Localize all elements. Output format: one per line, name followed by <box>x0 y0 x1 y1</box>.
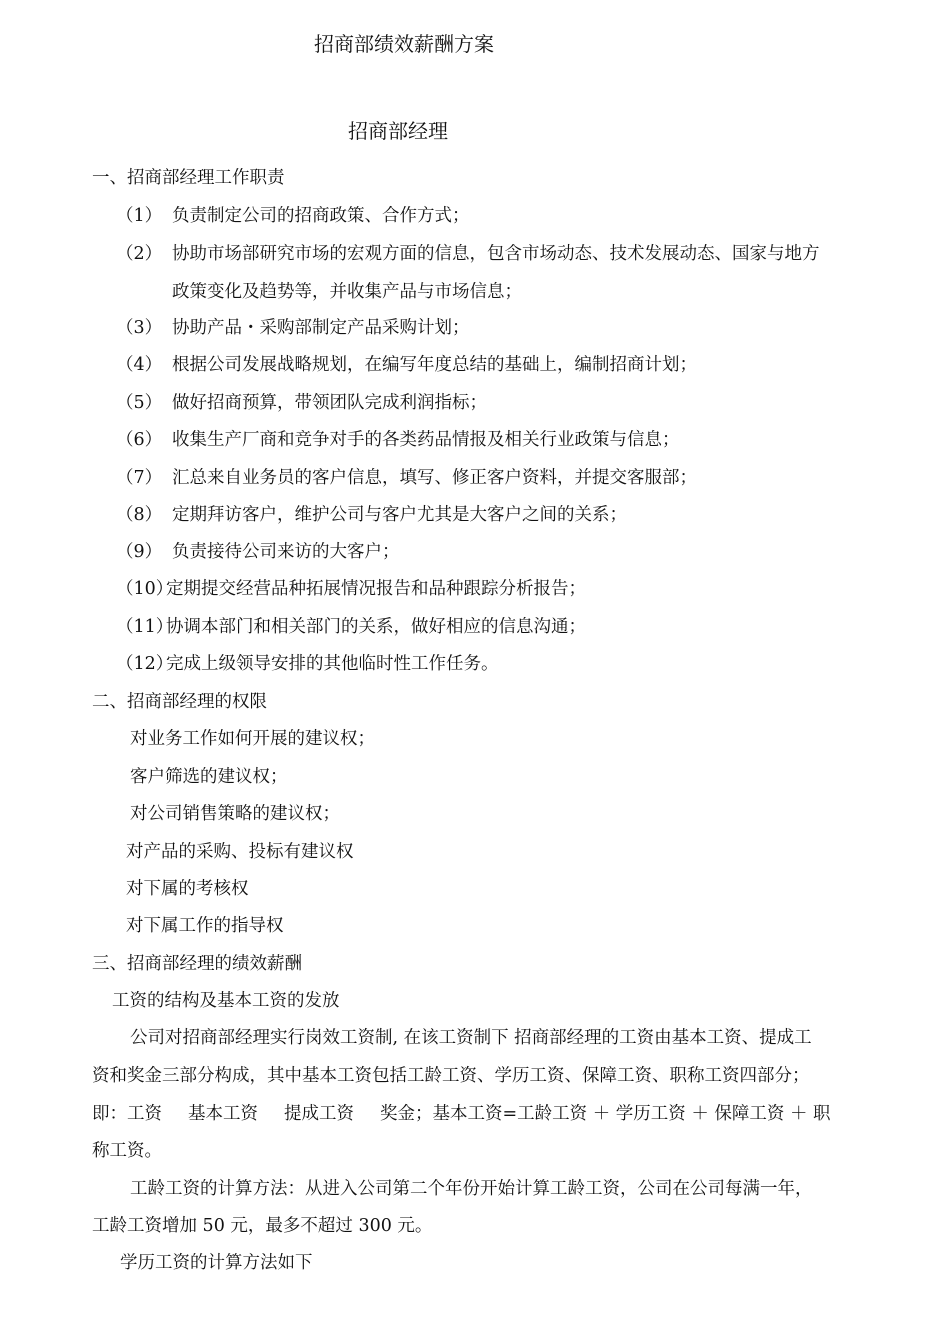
duty-text: 收集生产厂商和竞争对手的各类药品情报及相关行业政策与信息； <box>172 430 680 450</box>
duty-number: （6） <box>116 430 163 450</box>
paragraph-line: 公司对招商部经理实行岗效工资制, 在该工资制下 招商部经理的工资由基本工资、提成工 <box>130 1028 812 1048</box>
duty-text: 定期拜访客户，维护公司与客户尤其是大客户之间的关系； <box>172 505 627 525</box>
formula-part: 即：工资 <box>92 1104 162 1124</box>
formula-part: 提成工资 <box>284 1104 354 1124</box>
section3-subheading: 工资的结构及基本工资的发放 <box>112 991 340 1011</box>
section1-heading: 一、招商部经理工作职责 <box>92 168 285 188</box>
duty-item <box>116 616 586 638</box>
duty-text: 负责制定公司的招商政策、合作方式； <box>172 206 470 226</box>
duty-text: 汇总来自业务员的客户信息，填写、修正客户资料，并提交客服部； <box>172 468 697 488</box>
authority-item: 对公司销售策略的建议权； <box>130 804 340 824</box>
duty-text: 定期提交经营品种拓展情况报告和品种跟踪分析报告； <box>166 579 586 599</box>
duty-text: 负责接待公司来访的大客户； <box>172 542 400 562</box>
paragraph-line <box>92 1103 831 1125</box>
duty-item <box>116 205 470 227</box>
duty-number: （11） <box>116 617 174 637</box>
formula-part: 基本工资 <box>188 1104 258 1124</box>
duty-number: （4） <box>116 355 163 375</box>
duty-number: （10） <box>116 579 174 599</box>
duty-item <box>116 504 627 526</box>
duty-number: （7） <box>116 468 163 488</box>
paragraph-line: 工龄工资增加 50 元，最多不超过 300 元。 <box>92 1216 433 1236</box>
duty-text: 做好招商预算，带领团队完成利润指标； <box>172 393 487 413</box>
authority-item: 客户筛选的建议权； <box>130 767 288 787</box>
paragraph-line: 工龄工资的计算方法：从进入公司第二个年份开始计算工龄工资，公司在公司每满一年， <box>130 1179 813 1199</box>
document-title: 招商部绩效薪酬方案 <box>314 32 494 56</box>
duty-number: （9） <box>116 542 163 562</box>
duty-item <box>116 354 697 376</box>
duty-text-continued: 政策变化及趋势等，并收集产品与市场信息； <box>172 282 522 302</box>
duty-number: （3） <box>116 318 163 338</box>
duty-text: 协助市场部研究市场的宏观方面的信息，包含市场动态、技术发展动态、国家与地方 <box>172 244 820 264</box>
duty-item <box>116 467 697 489</box>
paragraph-line: 学历工资的计算方法如下 <box>120 1253 313 1273</box>
authority-item: 对产品的采购、投标有建议权 <box>126 842 354 862</box>
duty-item <box>116 317 470 339</box>
duty-number: （12） <box>116 654 174 674</box>
duty-number: （1） <box>116 206 163 226</box>
authority-item: 对业务工作如何开展的建议权； <box>130 729 375 749</box>
paragraph-line: 称工资。 <box>92 1141 162 1161</box>
duty-item <box>116 541 400 563</box>
duty-text: 协助产品・采购部制定产品采购计划； <box>172 318 470 338</box>
duty-item <box>116 243 820 265</box>
duty-item <box>116 578 586 600</box>
duty-item <box>116 653 499 675</box>
authority-item: 对下属的考核权 <box>126 879 249 899</box>
duty-number: （5） <box>116 393 163 413</box>
duty-item <box>116 392 487 414</box>
section-title: 招商部经理 <box>348 119 448 143</box>
duty-number: （8） <box>116 505 163 525</box>
duty-text: 根据公司发展战略规划，在编写年度总结的基础上，编制招商计划； <box>172 355 697 375</box>
formula-part: 奖金；基本工资=工龄工资 ＋ 学历工资 ＋ 保障工资 ＋ 职 <box>380 1104 831 1124</box>
section3-heading: 三、招商部经理的绩效薪酬 <box>92 954 302 974</box>
duty-text: 完成上级领导安排的其他临时性工作任务。 <box>166 654 499 674</box>
duty-number: （2） <box>116 244 163 264</box>
duty-item <box>116 429 680 451</box>
authority-item: 对下属工作的指导权 <box>126 916 284 936</box>
duty-text: 协调本部门和相关部门的关系，做好相应的信息沟通； <box>166 617 586 637</box>
section2-heading: 二、招商部经理的权限 <box>92 692 267 712</box>
paragraph-line: 资和奖金三部分构成，其中基本工资包括工龄工资、学历工资、保障工资、职称工资四部分； <box>92 1066 810 1086</box>
